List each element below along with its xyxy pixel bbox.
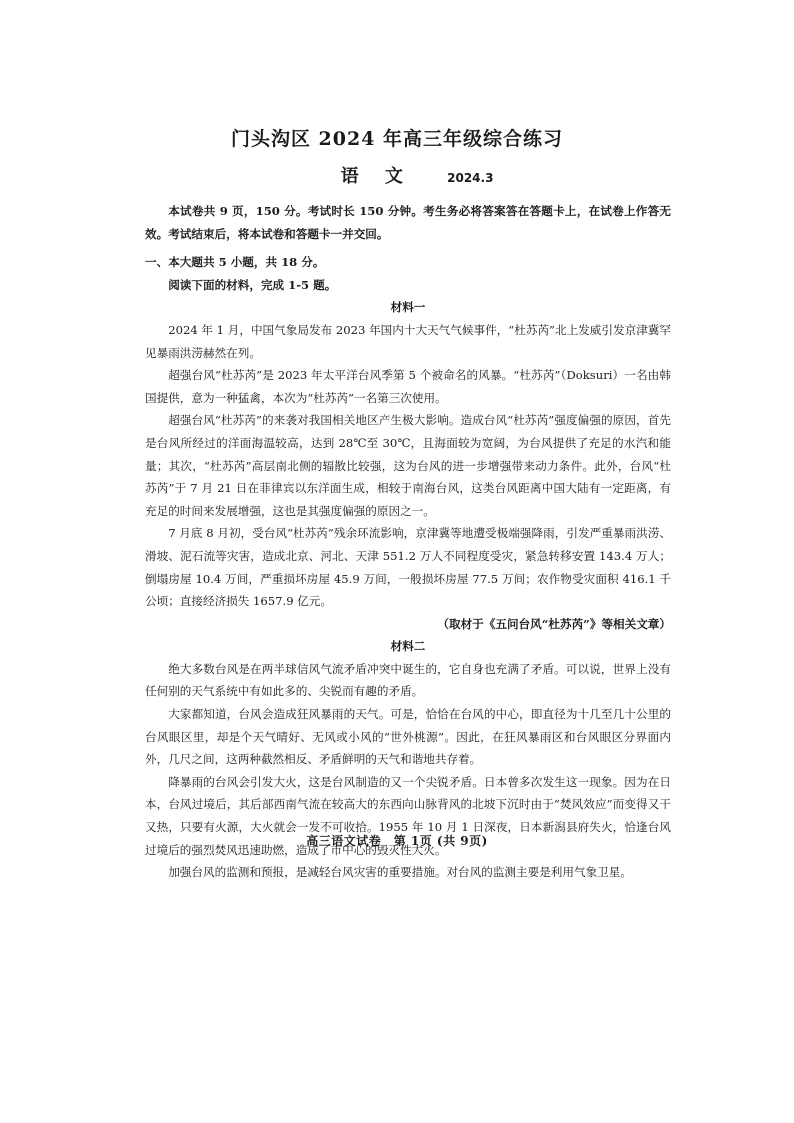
- subject-name: 语 文: [340, 166, 413, 187]
- material-2-title: 材料二: [390, 639, 426, 654]
- section-prompt: 阅读下面的材料，完成 1-5 题。: [168, 277, 337, 292]
- material-1-paragraph: 超强台风“杜苏芮”是 2023 年太平洋台风季第 5 个被命名的风暴。“杜苏芮”（Doksuri）一名由韩国提供，意为一种猛禽，本次为“杜苏芮”一名第三次使用。: [145, 368, 671, 405]
- material-2-paragraph: 大家都知道，台风会造成狂风暴雨的天气。可是，恰恰在台风的中心，即直径为十几至几十公里的台风眼区里，却是个天气晴好、无风或小风的“世外桃源”。因此，在狂风暴雨区和台风眼区分界面内外，几尺之间，这两种截然相反、矛盾鲜明的天气和谐地共存着。: [145, 707, 671, 767]
- material-1-title: 材料一: [390, 300, 426, 315]
- material-1-paragraph: 7 月底 8 月初，受台风“杜苏芮”残余环流影响，京津冀等地遭受极端强降雨，引发严重暴雨洪涝、滑坡、泥石流等灾害，造成北京、河北、天津 551.2 万人不同程度受灾，紧急转移安置 143.4 万人；倒塌房屋 10.4 万间，严重损坏房屋 45.9 万间，一般损坏房屋 77.5 万间；农作物受灾面积 416.1 千公顷；直接经济损失 1657.9 亿元。: [145, 526, 671, 609]
- exam-title: 门头沟区 2024 年高三年级综合练习: [230, 128, 564, 150]
- material-1-paragraph: 2024 年 1 月，中国气象局发布 2023 年国内十大天气气候事件，“杜苏芮”北上发威引发京津冀罕见暴雨洪涝赫然在列。: [145, 322, 671, 360]
- exam-instructions: 本试卷共 9 页，150 分。考试时长 150 分钟。考生务必将答案答在答题卡上，在试卷上作答无效。考试结束后，将本试卷和答题卡一并交回。: [145, 204, 671, 241]
- exam-date: 2024.3: [447, 171, 494, 185]
- section-heading: 一、本大题共 5 小题，共 18 分。: [145, 255, 325, 270]
- material-2-paragraph: 降暴雨的台风会引发大火，这是台风制造的又一个尖锐矛盾。日本曾多次发生这一现象。因为在日本，台风过境后，其后部西南气流在较高大的东西向山脉背风的北坡下沉时由于“焚风效应”而变得又干又热，只要有火源，大火就会一发不可收拾。1955 年 10 月 1 日深夜，日本新潟县府失火，恰逢台风过境后的强烈焚风迅速助燃，造成了市中心的毁灭性大火。: [145, 774, 671, 857]
- page-footer: 高三语文试卷 第 1页 (共 9页): [306, 834, 488, 848]
- subject-line: [0, 162, 794, 188]
- material-2-paragraph: 加强台风的监测和预报，是减轻台风灾害的重要措施。对台风的监测主要是利用气象卫星。: [168, 865, 632, 880]
- material-1-paragraph: 超强台风“杜苏芮”的来袭对我国相关地区产生极大影响。造成台风“杜苏芮”强度偏强的原因，首先是台风所经过的洋面海温较高，达到 28℃至 30℃，且海面较为宽阔，为台风提供了充足的水汽和能量；其次，“杜苏芮”高层南北侧的辐散比较强，这为台风的进一步增强带来动力条件。此外，台风“杜苏芮”于 7 月 21 日在菲律宾以东洋面生成，相较于南海台风，这类台风距离中国大陆有一定距离，有充足的时间来发展增强，这也是其强度偏强的原因之一。: [145, 413, 671, 518]
- exam-content: [145, 200, 671, 884]
- material-1-source: （取材于《五问台风“杜苏芮”》等相关文章）: [437, 616, 671, 631]
- material-2-paragraph: 绝大多数台风是在两半球信风气流矛盾冲突中诞生的，它自身也充满了矛盾。可以说，世界上没有任何别的天气系统中有如此多的、尖锐而有趣的矛盾。: [145, 661, 671, 699]
